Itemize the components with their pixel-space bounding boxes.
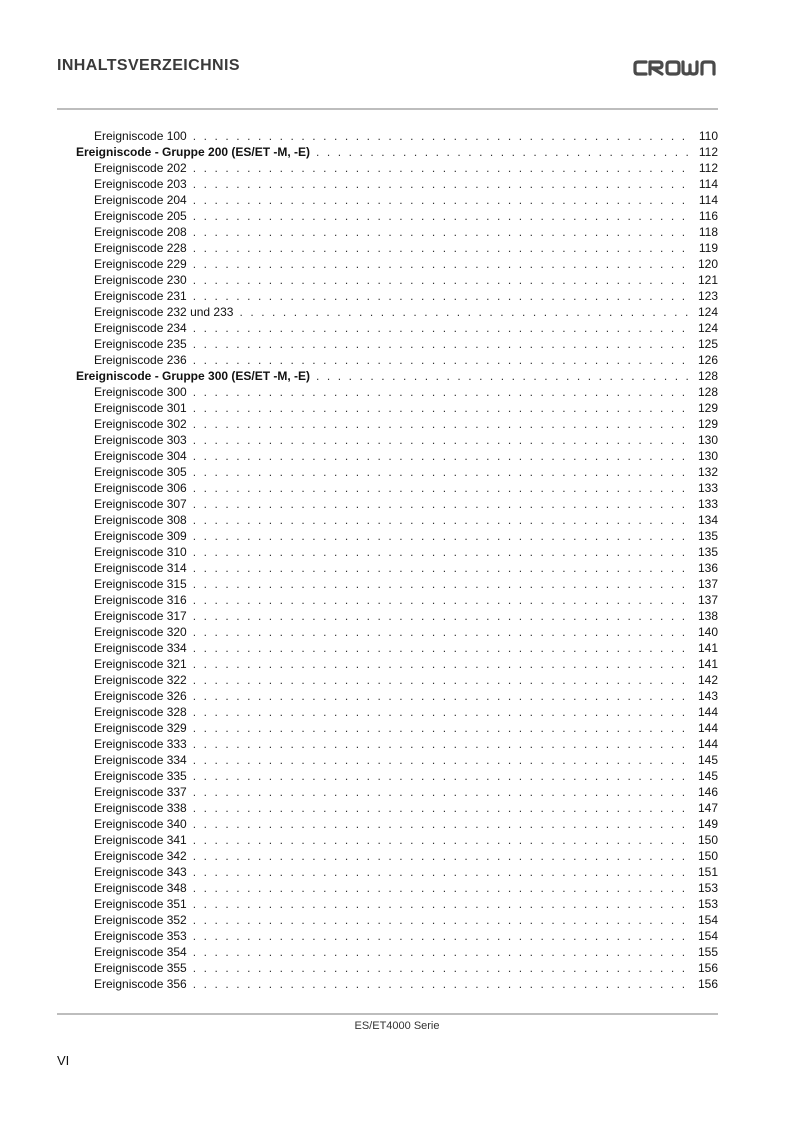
toc-entry-label: Ereigniscode 340 [94, 817, 187, 831]
toc-entry-page: 112 [698, 161, 718, 175]
toc-entry-label: Ereigniscode 343 [94, 865, 187, 879]
toc-entry-label: Ereigniscode 310 [94, 545, 187, 559]
toc-leader-dots [193, 800, 692, 816]
toc-entry-label: Ereigniscode 314 [94, 561, 187, 575]
toc-entry-page: 137 [697, 593, 718, 607]
toc-entry-page: 114 [698, 177, 718, 191]
toc-entry-label: Ereigniscode 320 [94, 625, 187, 639]
toc-entry-page: 130 [697, 433, 718, 447]
toc-entry-page: 135 [697, 545, 718, 559]
toc-entry[interactable] [76, 608, 718, 624]
toc-leader-dots [239, 304, 692, 320]
toc-leader-dots [193, 288, 692, 304]
toc-entry-page: 142 [697, 673, 718, 687]
toc-leader-dots [193, 784, 692, 800]
toc-entry-page: 146 [697, 785, 718, 799]
toc-entry[interactable] [76, 976, 718, 992]
toc-entry-label: Ereigniscode 348 [94, 881, 187, 895]
toc-entry[interactable] [76, 544, 718, 560]
toc-entry[interactable] [76, 272, 718, 288]
toc-entry-label: Ereigniscode 328 [94, 705, 187, 719]
toc-entry-page: 112 [698, 145, 718, 159]
toc-entry[interactable] [76, 592, 718, 608]
toc-leader-dots [193, 176, 692, 192]
toc-leader-dots [193, 224, 692, 240]
toc-entry[interactable] [76, 656, 718, 672]
toc-entry-page: 156 [697, 961, 718, 975]
toc-entry[interactable] [76, 800, 718, 816]
toc-entry[interactable] [76, 512, 718, 528]
toc-entry-page: 128 [697, 385, 718, 399]
toc-leader-dots [193, 736, 692, 752]
toc-entry[interactable] [76, 736, 718, 752]
toc-entry-page: 134 [697, 513, 718, 527]
toc-entry-label: Ereigniscode 315 [94, 577, 187, 591]
toc-entry[interactable] [76, 384, 718, 400]
toc-entry-page: 156 [697, 977, 718, 991]
toc-entry[interactable] [76, 304, 718, 320]
toc-entry-label: Ereigniscode 322 [94, 673, 187, 687]
toc-entry[interactable] [76, 288, 718, 304]
toc-entry[interactable] [76, 208, 718, 224]
toc-leader-dots [193, 336, 692, 352]
toc-entry-page: 124 [697, 321, 718, 335]
toc-entry-page: 132 [697, 465, 718, 479]
toc-entry-page: 133 [697, 481, 718, 495]
toc-leader-dots [193, 656, 692, 672]
toc-entry[interactable] [76, 784, 718, 800]
toc-entry[interactable] [76, 416, 718, 432]
toc-leader-dots [193, 928, 692, 944]
toc-entry[interactable] [76, 128, 718, 144]
toc-entry-page: 121 [697, 273, 718, 287]
toc-entry-label: Ereigniscode 100 [94, 129, 187, 143]
toc-entry-page: 133 [697, 497, 718, 511]
toc-entry-page: 143 [697, 689, 718, 703]
toc-entry-label: Ereigniscode 326 [94, 689, 187, 703]
toc-leader-dots [193, 432, 692, 448]
toc-entry[interactable] [76, 400, 718, 416]
toc-entry-label: Ereigniscode 203 [94, 177, 187, 191]
toc-entry[interactable] [76, 624, 718, 640]
toc-leader-dots [193, 320, 692, 336]
toc-leader-dots [193, 880, 692, 896]
toc-entry[interactable] [76, 464, 718, 480]
toc-entry[interactable] [76, 352, 718, 368]
toc-leader-dots [193, 816, 692, 832]
toc-entry-label: Ereigniscode 231 [94, 289, 187, 303]
toc-leader-dots [193, 256, 692, 272]
toc-entry-page: 144 [697, 721, 718, 735]
toc-entry-label: Ereigniscode 300 [94, 385, 187, 399]
toc-entry[interactable] [76, 432, 718, 448]
toc-entry-label: Ereigniscode 305 [94, 465, 187, 479]
toc-leader-dots [193, 944, 692, 960]
toc-entry[interactable] [76, 160, 718, 176]
toc-leader-dots [193, 848, 692, 864]
page-number: VI [57, 1053, 70, 1068]
toc-entry-label: Ereigniscode 329 [94, 721, 187, 735]
toc-entry-page: 125 [697, 337, 718, 351]
toc-entry-label: Ereigniscode 234 [94, 321, 187, 335]
toc-entry[interactable] [76, 864, 718, 880]
toc-entry[interactable] [76, 672, 718, 688]
toc-leader-dots [193, 480, 692, 496]
toc-entry-label: Ereigniscode 301 [94, 401, 187, 415]
toc-entry[interactable] [76, 560, 718, 576]
toc-entry-page: 129 [697, 401, 718, 415]
header-divider [57, 108, 718, 110]
toc-group-entry[interactable] [76, 368, 718, 384]
toc-entry-label: Ereigniscode 205 [94, 209, 187, 223]
toc-entry-page: 135 [697, 529, 718, 543]
toc-leader-dots [193, 128, 692, 144]
toc-entry-page: 137 [697, 577, 718, 591]
toc-entry-label: Ereigniscode 306 [94, 481, 187, 495]
toc-entry[interactable] [76, 928, 718, 944]
toc-entry-page: 128 [697, 369, 718, 383]
toc-leader-dots [193, 496, 692, 512]
toc-entry[interactable] [76, 480, 718, 496]
footer-divider [57, 1013, 718, 1015]
toc-entry-page: 145 [697, 753, 718, 767]
toc-entry-page: 150 [697, 849, 718, 863]
toc-entry[interactable] [76, 256, 718, 272]
toc-entry[interactable] [76, 960, 718, 976]
toc-entry[interactable] [76, 528, 718, 544]
toc-leader-dots [193, 976, 692, 992]
toc-entry-page: 145 [697, 769, 718, 783]
toc-leader-dots [193, 576, 692, 592]
toc-entry-page: 150 [697, 833, 718, 847]
toc-entry-page: 129 [697, 417, 718, 431]
toc-entry-label: Ereigniscode 321 [94, 657, 187, 671]
toc-entry-label: Ereigniscode 354 [94, 945, 187, 959]
toc-entry-page: 126 [697, 353, 718, 367]
toc-leader-dots [193, 960, 692, 976]
toc-leader-dots [316, 144, 692, 160]
toc-leader-dots [193, 240, 692, 256]
toc-entry[interactable] [76, 896, 718, 912]
toc-leader-dots [193, 272, 692, 288]
toc-leader-dots [193, 720, 692, 736]
toc-entry-label: Ereigniscode 303 [94, 433, 187, 447]
toc-leader-dots [193, 896, 692, 912]
toc-entry[interactable] [76, 832, 718, 848]
toc-entry-label: Ereigniscode 355 [94, 961, 187, 975]
toc-entry-page: 116 [698, 209, 718, 223]
toc-entry-label: Ereigniscode 235 [94, 337, 187, 351]
toc-entry-page: 154 [697, 929, 718, 943]
toc-leader-dots [193, 640, 692, 656]
toc-entry-label: Ereigniscode 334 [94, 641, 187, 655]
toc-leader-dots [193, 416, 692, 432]
toc-leader-dots [193, 832, 692, 848]
toc-entry-label: Ereigniscode 333 [94, 737, 187, 751]
toc-entry-label: Ereigniscode 353 [94, 929, 187, 943]
toc-entry-page: 147 [697, 801, 718, 815]
toc-entry-page: 123 [697, 289, 718, 303]
toc-leader-dots [193, 688, 692, 704]
toc-entry-page: 153 [697, 881, 718, 895]
toc-leader-dots [193, 704, 692, 720]
toc-entry-label: Ereigniscode 351 [94, 897, 187, 911]
toc-entry-label: Ereigniscode 236 [94, 353, 187, 367]
toc-leader-dots [193, 160, 692, 176]
toc-leader-dots [193, 352, 692, 368]
toc-entry[interactable] [76, 912, 718, 928]
toc-entry-label: Ereigniscode 352 [94, 913, 187, 927]
toc-entry-label: Ereigniscode 208 [94, 225, 187, 239]
toc-leader-dots [193, 864, 692, 880]
toc-entry-label: Ereigniscode 342 [94, 849, 187, 863]
toc-entry[interactable] [76, 320, 718, 336]
toc-group-entry[interactable] [76, 144, 718, 160]
footer-series: ES/ET4000 Serie [354, 1020, 440, 1032]
toc-leader-dots [193, 384, 692, 400]
toc-entry-label: Ereigniscode 229 [94, 257, 187, 271]
toc-leader-dots [193, 192, 692, 208]
toc-leader-dots [193, 512, 692, 528]
toc-entry-page: 130 [697, 449, 718, 463]
toc-entry[interactable] [76, 640, 718, 656]
toc-entry-page: 118 [698, 225, 718, 239]
toc-entry-page: 153 [697, 897, 718, 911]
toc-entry-page: 124 [697, 305, 718, 319]
toc-leader-dots [193, 208, 692, 224]
toc-entry[interactable] [76, 224, 718, 240]
toc-entry-label: Ereigniscode 334 [94, 753, 187, 767]
toc-entry-page: 141 [697, 641, 718, 655]
toc-entry[interactable] [76, 944, 718, 960]
toc-entry-label: Ereigniscode 317 [94, 609, 187, 623]
toc-entry-page: 144 [697, 737, 718, 751]
toc-leader-dots [193, 592, 692, 608]
toc-entry-page: 136 [697, 561, 718, 575]
toc-entry-page: 138 [697, 609, 718, 623]
toc-entry-page: 110 [698, 129, 718, 143]
toc-leader-dots [193, 608, 692, 624]
toc-entry[interactable] [76, 240, 718, 256]
toc-leader-dots [193, 672, 692, 688]
toc-leader-dots [193, 400, 692, 416]
toc-leader-dots [193, 528, 692, 544]
toc-leader-dots [193, 912, 692, 928]
toc-entry-page: 141 [697, 657, 718, 671]
toc-entry-label: Ereigniscode 309 [94, 529, 187, 543]
toc-entry-label: Ereigniscode 338 [94, 801, 187, 815]
toc-entry[interactable] [76, 192, 718, 208]
toc-leader-dots [193, 448, 692, 464]
toc-entry-label: Ereigniscode 230 [94, 273, 187, 287]
toc-entry-page: 155 [697, 945, 718, 959]
toc-entry[interactable] [76, 704, 718, 720]
toc-entry-label: Ereigniscode 307 [94, 497, 187, 511]
toc-entry[interactable] [76, 752, 718, 768]
toc-entry-label: Ereigniscode 341 [94, 833, 187, 847]
toc-entry[interactable] [76, 336, 718, 352]
toc-entry-label: Ereigniscode 335 [94, 769, 187, 783]
toc-leader-dots [193, 560, 692, 576]
toc-entry-label: Ereigniscode 308 [94, 513, 187, 527]
toc-entry-page: 151 [697, 865, 718, 879]
toc-entry-label: Ereigniscode 337 [94, 785, 187, 799]
toc-entry-label: Ereigniscode - Gruppe 300 (ES/ET -M, -E) [76, 369, 311, 383]
toc-entry-page: 119 [698, 241, 718, 255]
toc-entry-page: 149 [697, 817, 718, 831]
toc-leader-dots [193, 768, 692, 784]
toc-entry[interactable] [76, 448, 718, 464]
page-title: INHALTSVERZEICHNIS [57, 57, 240, 74]
toc-entry[interactable] [76, 880, 718, 896]
toc-entry-label: Ereigniscode 202 [94, 161, 187, 175]
toc-entry-page: 120 [697, 257, 718, 271]
table-of-contents [76, 128, 718, 992]
toc-entry[interactable] [76, 848, 718, 864]
toc-entry-label: Ereigniscode 232 und 233 [94, 305, 234, 319]
toc-entry-page: 154 [697, 913, 718, 927]
toc-leader-dots [193, 544, 692, 560]
toc-entry-label: Ereigniscode 316 [94, 593, 187, 607]
toc-entry[interactable] [76, 496, 718, 512]
toc-entry-label: Ereigniscode 304 [94, 449, 187, 463]
toc-entry[interactable] [76, 688, 718, 704]
toc-leader-dots [193, 752, 692, 768]
toc-entry-page: 140 [697, 625, 718, 639]
toc-entry[interactable] [76, 576, 718, 592]
toc-entry-label: Ereigniscode 302 [94, 417, 187, 431]
toc-entry-label: Ereigniscode 356 [94, 977, 187, 991]
toc-leader-dots [193, 624, 692, 640]
toc-entry-label: Ereigniscode 228 [94, 241, 187, 255]
toc-entry-label: Ereigniscode - Gruppe 200 (ES/ET -M, -E) [76, 145, 311, 159]
toc-entry-page: 144 [697, 705, 718, 719]
toc-entry[interactable] [76, 816, 718, 832]
toc-leader-dots [316, 368, 692, 384]
toc-entry-page: 114 [698, 193, 718, 207]
toc-leader-dots [193, 464, 692, 480]
toc-entry[interactable] [76, 768, 718, 784]
toc-entry-label: Ereigniscode 204 [94, 193, 187, 207]
toc-entry[interactable] [76, 720, 718, 736]
crown-logo [632, 56, 718, 80]
toc-entry[interactable] [76, 176, 718, 192]
